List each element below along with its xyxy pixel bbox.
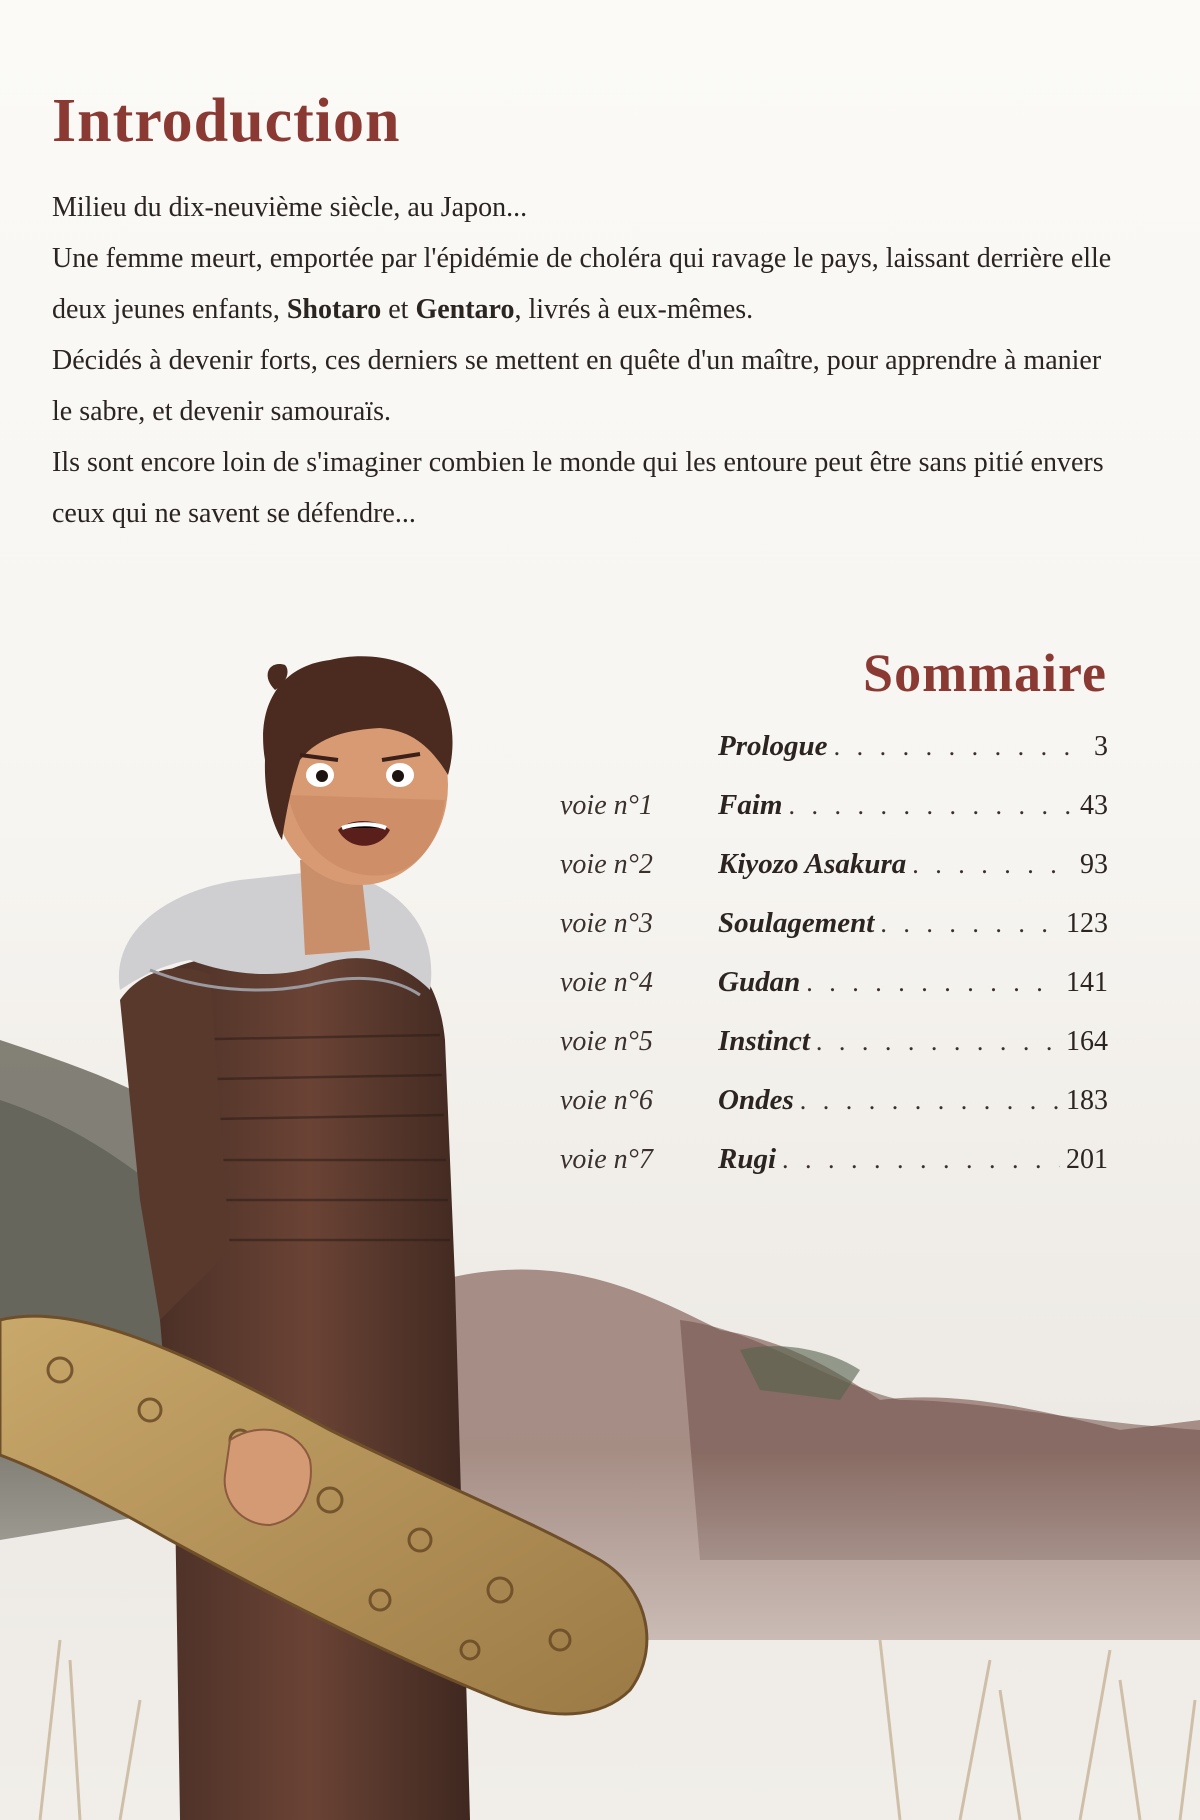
toc-entry bbox=[560, 730, 1108, 789]
toc-entry-title: Prologue bbox=[718, 730, 828, 762]
toc-entry-page-number: 141 bbox=[1066, 967, 1108, 998]
toc-entry-title: Instinct bbox=[718, 1025, 810, 1057]
toc-entry-chapter bbox=[718, 1084, 1108, 1117]
introduction-text-run: et bbox=[381, 294, 416, 325]
toc-entry-voie: voie n°1 bbox=[560, 790, 653, 821]
introduction-text-run: , livrés à eux-mêmes. bbox=[514, 294, 754, 325]
introduction-text-run: Milieu du dix-neuvième siècle, au Japon... bbox=[52, 192, 528, 223]
toc-entry bbox=[560, 789, 1108, 848]
toc-entry-voie: voie n°2 bbox=[560, 849, 653, 880]
toc-entry-chapter bbox=[718, 1143, 1108, 1176]
introduction-title: Introduction bbox=[52, 87, 401, 155]
toc-entry-leader-dots bbox=[782, 1145, 1060, 1175]
character-name: Shotaro bbox=[286, 294, 382, 325]
toc-entry-title: Faim bbox=[718, 789, 783, 821]
toc-entry-page-number: 93 bbox=[1080, 849, 1108, 880]
toc-entry-chapter bbox=[718, 1025, 1108, 1058]
toc-entry-leader-dots bbox=[816, 1027, 1060, 1057]
toc-entry bbox=[560, 966, 1108, 1025]
toc-entry bbox=[560, 1025, 1108, 1084]
toc-entry-voie: voie n°3 bbox=[560, 908, 653, 939]
toc-entry bbox=[560, 848, 1108, 907]
toc-entry-leader-dots bbox=[800, 1086, 1060, 1116]
toc-entry-voie: voie n°6 bbox=[560, 1085, 653, 1116]
toc-entry-leader-dots bbox=[806, 968, 1060, 998]
toc-entry-page-number: 123 bbox=[1066, 908, 1108, 939]
toc-entry-voie: voie n°5 bbox=[560, 1026, 653, 1057]
character-name: Gentaro bbox=[415, 294, 515, 325]
toc-entry-page-number: 164 bbox=[1066, 1026, 1108, 1057]
hand bbox=[225, 1430, 311, 1525]
introduction-text-run: Ils sont encore loin de s'imaginer combien le monde qui les entoure peut être sans pitié envers ceux qui ne savent se défendre... bbox=[52, 447, 1104, 529]
introduction-paragraph bbox=[52, 233, 1112, 335]
toc-entry-title: Kiyozo Asakura bbox=[718, 848, 907, 880]
introduction-paragraph bbox=[52, 182, 1112, 233]
introduction-text-run: Une femme meurt, emportée par l'épidémie de choléra qui ravage le pays, laissant derrière elle deux jeunes enfants, bbox=[52, 243, 1112, 325]
introduction-text-run: Décidés à devenir forts, ces derniers se mettent en quête d'un maître, pour apprendre à manier le sabre, et devenir samouraïs. bbox=[52, 345, 1102, 427]
toc-entry-chapter bbox=[718, 789, 1108, 822]
introduction-paragraph bbox=[52, 437, 1112, 539]
toc-entry-chapter bbox=[718, 848, 1108, 881]
table-of-contents bbox=[560, 730, 1108, 1202]
toc-entry-page-number: 201 bbox=[1066, 1144, 1108, 1175]
toc-entry-page-number: 3 bbox=[1094, 731, 1108, 762]
toc-entry-chapter bbox=[718, 730, 1108, 763]
toc-entry-voie: voie n°7 bbox=[560, 1144, 653, 1175]
toc-entry-leader-dots bbox=[912, 850, 1074, 880]
toc-entry-page-number: 43 bbox=[1080, 790, 1108, 821]
introduction-text bbox=[52, 182, 1112, 539]
toc-entry-voie: voie n°4 bbox=[560, 967, 653, 998]
toc-entry-leader-dots bbox=[880, 909, 1060, 939]
toc-entry-page-number: 183 bbox=[1066, 1085, 1108, 1116]
introduction-paragraph bbox=[52, 335, 1112, 437]
toc-entry-leader-dots bbox=[788, 791, 1074, 821]
toc-entry-title: Gudan bbox=[718, 966, 801, 998]
toc-entry-title: Soulagement bbox=[718, 907, 875, 939]
toc-entry bbox=[560, 1143, 1108, 1202]
toc-entry-leader-dots bbox=[834, 732, 1088, 762]
sommaire-title: Sommaire bbox=[863, 643, 1107, 703]
toc-entry-chapter bbox=[718, 907, 1108, 940]
toc-entry-title: Rugi bbox=[718, 1143, 777, 1175]
toc-entry-title: Ondes bbox=[718, 1084, 794, 1116]
toc-entry bbox=[560, 1084, 1108, 1143]
toc-entry bbox=[560, 907, 1108, 966]
toc-entry-chapter bbox=[718, 966, 1108, 999]
